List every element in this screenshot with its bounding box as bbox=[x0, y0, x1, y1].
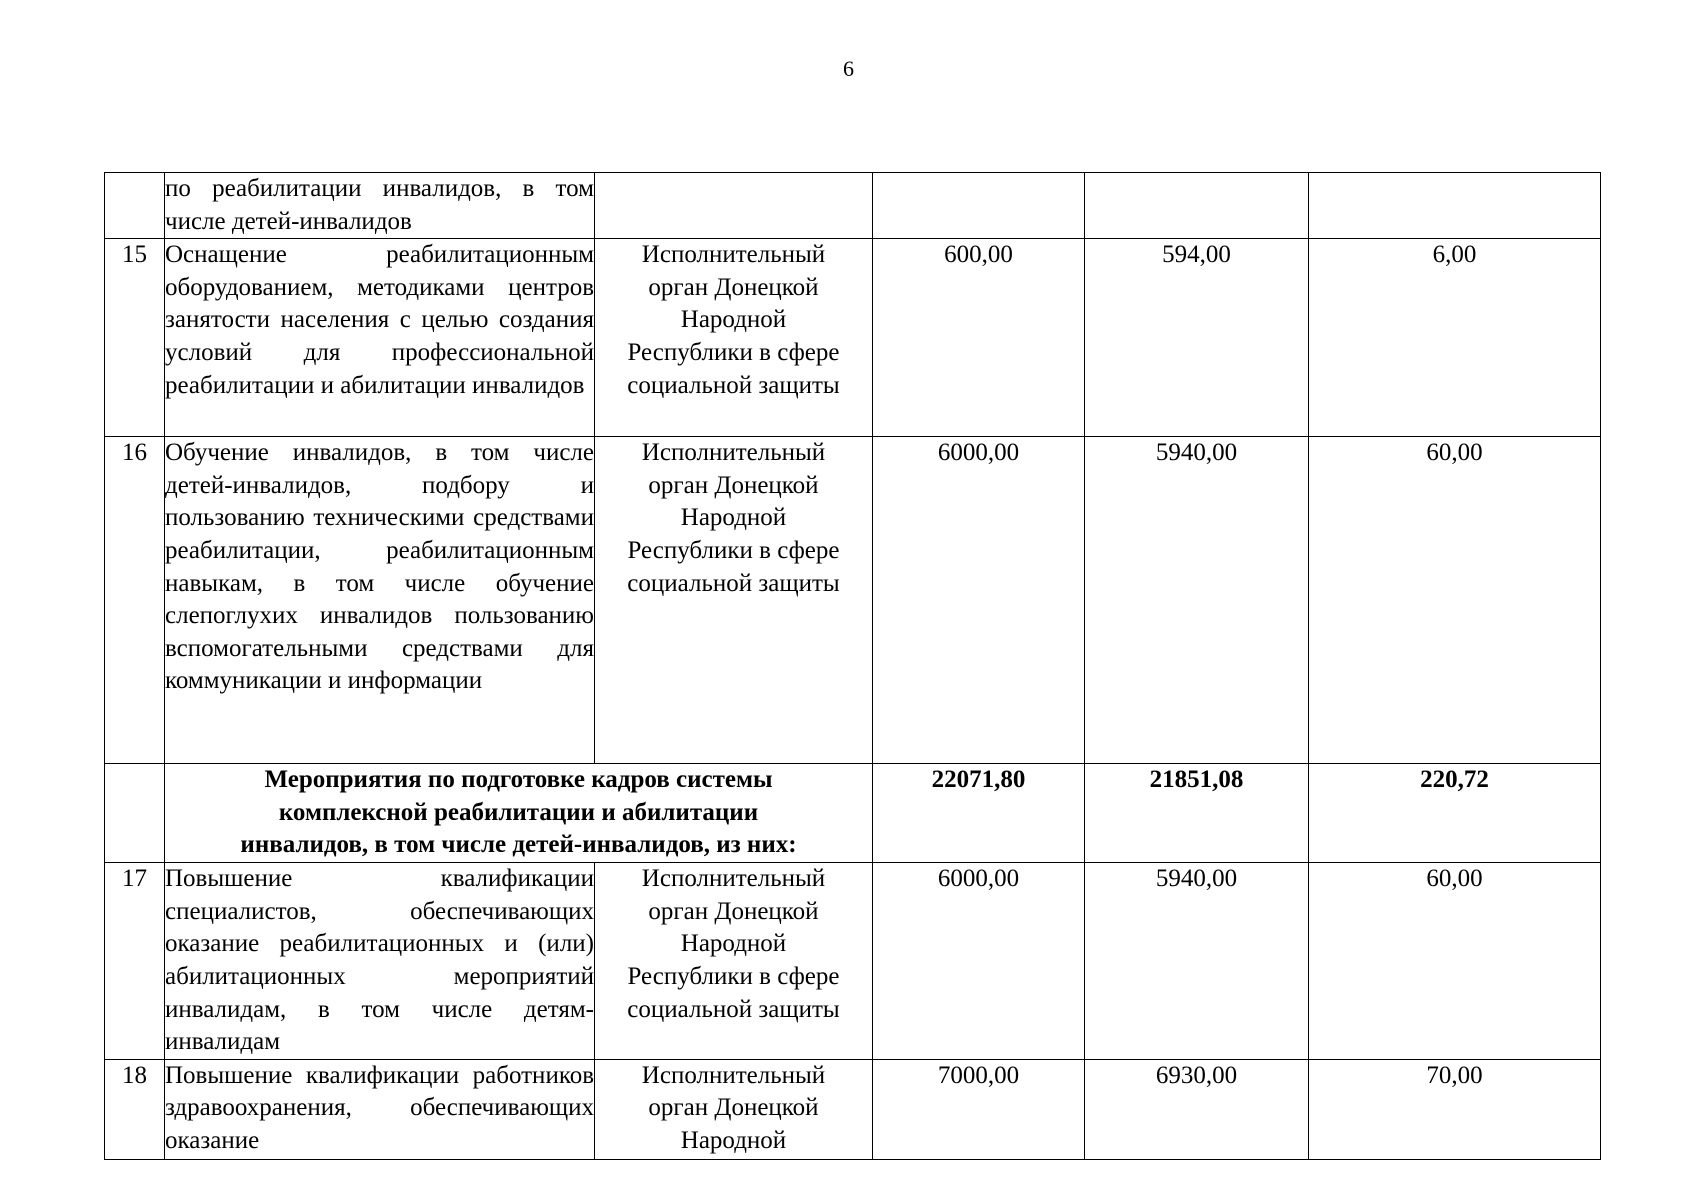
value-total: 22071,80 bbox=[873, 764, 1085, 863]
value-federal: 6930,00 bbox=[1085, 1059, 1309, 1159]
executor-line: социальной защиты bbox=[627, 371, 840, 399]
table-row bbox=[105, 173, 1601, 239]
executor-line: Исполнительный bbox=[641, 439, 826, 467]
executor bbox=[595, 437, 873, 764]
value-regional: 70,00 bbox=[1309, 1059, 1601, 1159]
value-total: 7000,00 bbox=[873, 1059, 1085, 1159]
row-number: 17 bbox=[105, 863, 165, 1060]
page-number: 6 bbox=[843, 56, 854, 81]
value-total: 6000,00 bbox=[873, 863, 1085, 1060]
executor bbox=[595, 863, 873, 1060]
value-federal: 594,00 bbox=[1085, 239, 1309, 437]
executor-line: орган Донецкой bbox=[648, 897, 819, 925]
section-title-line: комплексной реабилитации и абилитации bbox=[278, 798, 759, 826]
section-title-line: инвалидов, в том числе детей-инвалидов, из них: bbox=[240, 831, 797, 859]
value-total: 600,00 bbox=[873, 239, 1085, 437]
measure-name: Обучение инвалидов, в том числе детей-инвалидов, подбору и пользованию техническими средствами реабилитации, реабилитационным навыкам, в том числе обучение слепоглухих инвалидов пользованию вспомогательными средствами для коммуникации и информации bbox=[165, 437, 595, 764]
executor-line: орган Донецкой bbox=[648, 471, 819, 499]
executor-line: Исполнительный bbox=[641, 241, 826, 269]
row-number: 16 bbox=[105, 437, 165, 764]
measure-name: Повышение квалификации специалистов, обеспечивающих оказание реабилитационных и (или) абилитационных мероприятий инвалидам, в том числе детям-инвалидам bbox=[165, 863, 595, 1060]
executor-line: Республики в сфере bbox=[627, 962, 840, 990]
executor-line: социальной защиты bbox=[627, 995, 840, 1023]
section-title bbox=[165, 764, 873, 863]
value-federal bbox=[1085, 173, 1309, 239]
executor-line: Республики в сфере bbox=[627, 338, 840, 366]
executor-line: Народной bbox=[680, 504, 787, 532]
row-number: 18 bbox=[105, 1059, 165, 1159]
value-total bbox=[873, 173, 1085, 239]
value-total: 6000,00 bbox=[873, 437, 1085, 764]
budget-table bbox=[104, 172, 1601, 1160]
value-regional: 220,72 bbox=[1309, 764, 1601, 863]
executor-line: Исполнительный bbox=[641, 1061, 826, 1089]
section-title-line: Мероприятия по подготовке кадров системы bbox=[264, 766, 773, 794]
executor-line: орган Донецкой bbox=[648, 1094, 819, 1122]
executor bbox=[595, 173, 873, 239]
executor bbox=[595, 239, 873, 437]
value-federal: 21851,08 bbox=[1085, 764, 1309, 863]
executor bbox=[595, 1059, 873, 1159]
measure-name: Повышение квалификации работников здравоохранения, обеспечивающих оказание bbox=[165, 1059, 595, 1159]
value-federal: 5940,00 bbox=[1085, 437, 1309, 764]
table-row bbox=[105, 437, 1601, 764]
row-number: 15 bbox=[105, 239, 165, 437]
row-number bbox=[105, 173, 165, 239]
executor-line: Республики в сфере bbox=[627, 536, 840, 564]
table-row bbox=[105, 239, 1601, 437]
executor-line: Народной bbox=[680, 306, 787, 334]
value-federal: 5940,00 bbox=[1085, 863, 1309, 1060]
executor-line: Народной bbox=[680, 1126, 787, 1154]
value-regional: 60,00 bbox=[1309, 437, 1601, 764]
executor-line: орган Донецкой bbox=[648, 273, 819, 301]
value-regional bbox=[1309, 173, 1601, 239]
section-row bbox=[105, 764, 1601, 863]
value-regional: 60,00 bbox=[1309, 863, 1601, 1060]
table-row bbox=[105, 1059, 1601, 1159]
executor-line: Народной bbox=[680, 930, 787, 958]
executor-line: социальной защиты bbox=[627, 569, 840, 597]
measure-name: Оснащение реабилитационным оборудованием, методиками центров занятости населения с целью создания условий для профессиональной реабилитации и абилитации инвалидов bbox=[165, 239, 595, 437]
executor-line: Исполнительный bbox=[641, 865, 826, 893]
measure-name: по реабилитации инвалидов, в том числе детей-инвалидов bbox=[165, 173, 595, 239]
value-regional: 6,00 bbox=[1309, 239, 1601, 437]
row-number bbox=[105, 764, 165, 863]
table-row bbox=[105, 863, 1601, 1060]
